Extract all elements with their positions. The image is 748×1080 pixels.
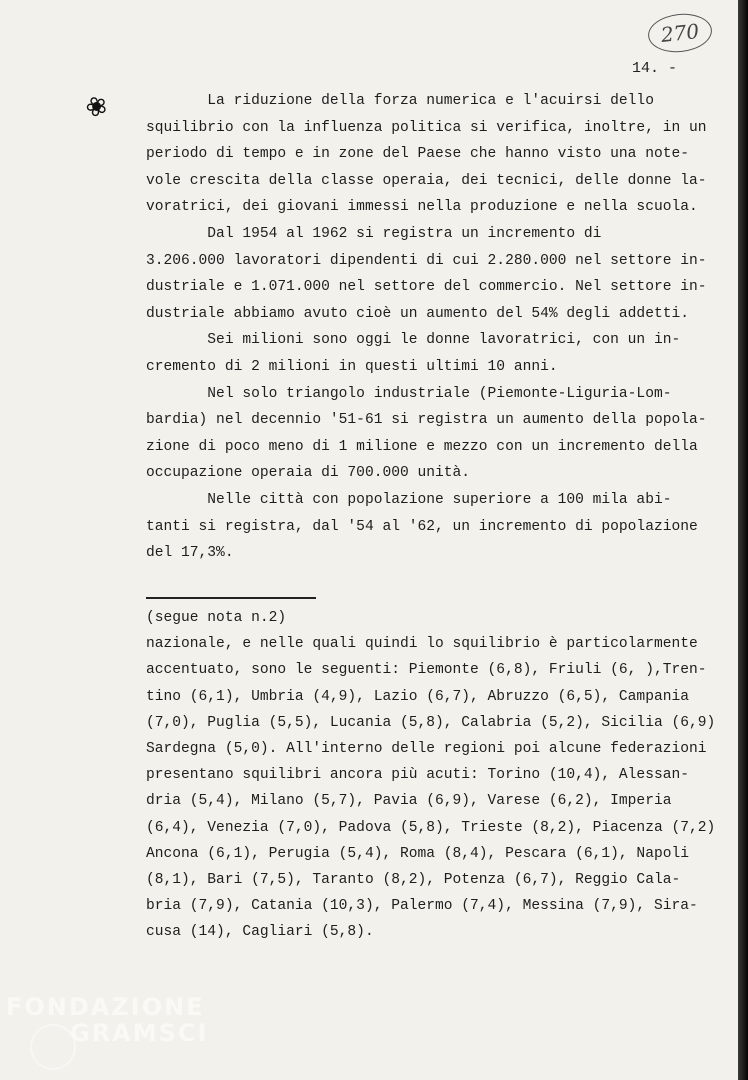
footnote-line: dria (5,4), Milano (5,7), Pavia (6,9), Varese (6,2), Imperia (146, 793, 672, 810)
footnote-line: nazionale, e nelle quali quindi lo squilibrio è particolarmente (146, 636, 698, 653)
footnote-line: tino (6,1), Umbria (4,9), Lazio (6,7), Abruzzo (6,5), Campania (146, 688, 689, 705)
text-line: periodo di tempo e in zone del Paese che hanno visto una note- (146, 146, 689, 163)
margin-marker-icon: ❀ (80, 88, 114, 126)
page-number: 14. - (632, 60, 678, 77)
text-line: del 17,3%. (146, 545, 234, 562)
text-line: squilibrio con la influenza politica si verifica, inoltre, in un (146, 119, 707, 136)
text-line: bardia) nel decennio '51-61 si registra un aumento della popola- (146, 412, 707, 429)
scan-edge (738, 0, 748, 1080)
footnote-line: (7,0), Puglia (5,5), Lucania (5,8), Calabria (5,2), Sicilia (6,9) (146, 714, 716, 731)
footnote-line: (8,1), Bari (7,5), Taranto (8,2), Potenza (6,7), Reggio Cala- (146, 871, 681, 888)
text-line: Sei milioni sono oggi le donne lavoratrici, con un in- (146, 332, 681, 349)
footnote-line: bria (7,9), Catania (10,3), Palermo (7,4), Messina (7,9), Sira- (146, 898, 698, 915)
text-line: Nelle città con popolazione superiore a 100 mila abi- (146, 491, 672, 508)
text-line: La riduzione della forza numerica e l'acuirsi dello (146, 93, 654, 109)
text-line: Dal 1954 al 1962 si registra un incremento di (146, 225, 602, 242)
footnote-line: (6,4), Venezia (7,0), Padova (5,8), Trieste (8,2), Piacenza (7,2) (146, 819, 716, 836)
footnote-divider (146, 597, 316, 599)
footnote-line: presentano squilibri ancora più acuti: Torino (10,4), Alessan- (146, 767, 689, 784)
text-line: dustriale e 1.071.000 nel settore del commercio. Nel settore in- (146, 279, 707, 296)
text-line: dustriale abbiamo avuto cioè un aumento del 54% degli addetti. (146, 305, 689, 322)
text-line: 3.206.000 lavoratori dipendenti di cui 2.280.000 nel settore in- (146, 252, 707, 269)
watermark-line-1: FONDAZIONE (6, 993, 205, 1021)
text-line: cremento di 2 milioni in questi ultimi 10 anni. (146, 358, 558, 375)
main-text (146, 88, 726, 567)
text-line: Nel solo triangolo industriale (Piemonte-Liguria-Lom- (146, 385, 672, 402)
text-line: voratrici, dei giovani immessi nella produzione e nella scuola. (146, 199, 698, 216)
archive-number-stamp: 270 (646, 11, 714, 55)
text-line: vole crescita della classe operaia, dei tecnici, delle donne la- (146, 172, 707, 189)
footnote-line: accentuato, sono le seguenti: Piemonte (6,8), Friuli (6, ),Tren- (146, 662, 707, 679)
footnote-line: (segue nota n.2) (146, 610, 287, 626)
footnote-text (146, 605, 736, 945)
text-line: zione di poco meno di 1 milione e mezzo con un incremento della (146, 438, 698, 455)
text-line: occupazione operaia di 700.000 unità. (146, 465, 471, 482)
watermark (6, 994, 208, 1046)
footnote-line: Ancona (6,1), Perugia (5,4), Roma (8,4), Pescara (6,1), Napoli (146, 845, 689, 862)
footnote-line: cusa (14), Cagliari (5,8). (146, 924, 374, 941)
text-line: tanti si registra, dal '54 al '62, un incremento di popolazione (146, 518, 698, 535)
footnote-line: Sardegna (5,0). All'interno delle regioni poi alcune federazioni (146, 740, 707, 757)
watermark-line-2: GRAMSCI (70, 1019, 209, 1047)
